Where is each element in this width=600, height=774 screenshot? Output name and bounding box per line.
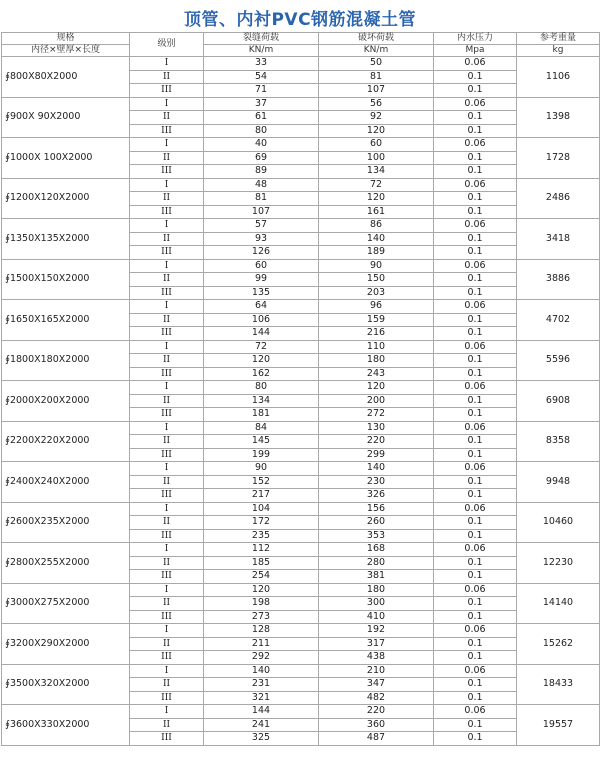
- header-spec: 规格: [2, 33, 130, 45]
- crack-load-cell: 145: [204, 435, 319, 449]
- break-load-cell: 300: [319, 597, 434, 611]
- level-cell: III: [130, 489, 204, 503]
- level-cell: III: [130, 124, 204, 138]
- break-load-cell: 210: [319, 664, 434, 678]
- crack-load-cell: 144: [204, 705, 319, 719]
- crack-load-cell: 69: [204, 151, 319, 165]
- table-row: [2, 300, 600, 314]
- break-load-cell: 280: [319, 556, 434, 570]
- spec-cell: ∮2800X255X2000: [2, 543, 130, 584]
- pressure-cell: 0.1: [434, 205, 517, 219]
- pressure-cell: 0.1: [434, 529, 517, 543]
- level-cell: II: [130, 151, 204, 165]
- break-load-cell: 192: [319, 624, 434, 638]
- crack-load-cell: 99: [204, 273, 319, 287]
- break-load-cell: 220: [319, 705, 434, 719]
- pressure-cell: 0.1: [434, 354, 517, 368]
- crack-load-cell: 135: [204, 286, 319, 300]
- pressure-cell: 0.1: [434, 84, 517, 98]
- break-load-cell: 86: [319, 219, 434, 233]
- weight-cell: 18433: [517, 664, 600, 705]
- pressure-cell: 0.1: [434, 111, 517, 125]
- table-row: [2, 664, 600, 678]
- crack-load-cell: 71: [204, 84, 319, 98]
- break-load-cell: 60: [319, 138, 434, 152]
- level-cell: I: [130, 138, 204, 152]
- page-title: 顶管、内衬PVC钢筋混凝土管: [183, 10, 417, 30]
- pressure-cell: 0.1: [434, 124, 517, 138]
- level-cell: II: [130, 556, 204, 570]
- pressure-cell: 0.06: [434, 219, 517, 233]
- level-cell: II: [130, 637, 204, 651]
- crack-load-cell: 72: [204, 340, 319, 354]
- weight-cell: 1728: [517, 138, 600, 179]
- level-cell: III: [130, 286, 204, 300]
- pressure-cell: 0.1: [434, 651, 517, 665]
- level-cell: III: [130, 732, 204, 746]
- crack-load-cell: 128: [204, 624, 319, 638]
- crack-load-cell: 185: [204, 556, 319, 570]
- level-cell: II: [130, 273, 204, 287]
- level-cell: III: [130, 84, 204, 98]
- break-load-cell: 200: [319, 394, 434, 408]
- pressure-cell: 0.1: [434, 718, 517, 732]
- break-load-cell: 140: [319, 462, 434, 476]
- break-load-cell: 81: [319, 70, 434, 84]
- weight-cell: 3418: [517, 219, 600, 260]
- weight-cell: 12230: [517, 543, 600, 584]
- pressure-cell: 0.1: [434, 516, 517, 530]
- break-load-cell: 410: [319, 610, 434, 624]
- break-load-cell: 360: [319, 718, 434, 732]
- break-load-cell: 230: [319, 475, 434, 489]
- pressure-cell: 0.1: [434, 70, 517, 84]
- pressure-cell: 0.1: [434, 232, 517, 246]
- break-load-cell: 72: [319, 178, 434, 192]
- pressure-cell: 0.1: [434, 151, 517, 165]
- level-cell: I: [130, 259, 204, 273]
- spec-cell: ∮2400X240X2000: [2, 462, 130, 503]
- pressure-cell: 0.1: [434, 732, 517, 746]
- weight-cell: 19557: [517, 705, 600, 746]
- header-level: 级别: [130, 33, 204, 57]
- header-ref-weight: 参考重量: [517, 33, 600, 45]
- pressure-cell: 0.1: [434, 408, 517, 422]
- break-load-cell: 203: [319, 286, 434, 300]
- weight-cell: 4702: [517, 300, 600, 341]
- pressure-cell: 0.06: [434, 705, 517, 719]
- pressure-cell: 0.06: [434, 421, 517, 435]
- pressure-cell: 0.1: [434, 691, 517, 705]
- spec-cell: ∮1000X 100X2000: [2, 138, 130, 179]
- table-row: [2, 97, 600, 111]
- level-cell: III: [130, 610, 204, 624]
- break-load-cell: 120: [319, 124, 434, 138]
- table-row: [2, 340, 600, 354]
- level-cell: I: [130, 421, 204, 435]
- table-row: [2, 57, 600, 71]
- break-load-cell: 50: [319, 57, 434, 71]
- break-load-cell: 159: [319, 313, 434, 327]
- crack-load-cell: 107: [204, 205, 319, 219]
- spec-cell: ∮2000X200X2000: [2, 381, 130, 422]
- weight-cell: 8358: [517, 421, 600, 462]
- crack-load-cell: 144: [204, 327, 319, 341]
- level-cell: III: [130, 367, 204, 381]
- level-cell: I: [130, 340, 204, 354]
- header-pressure-unit: Mpa: [434, 45, 517, 57]
- spec-cell: ∮2600X235X2000: [2, 502, 130, 543]
- header-weight-unit: kg: [517, 45, 600, 57]
- spec-cell: ∮1800X180X2000: [2, 340, 130, 381]
- pressure-cell: 0.1: [434, 489, 517, 503]
- crack-load-cell: 61: [204, 111, 319, 125]
- weight-cell: 14140: [517, 583, 600, 624]
- break-load-cell: 216: [319, 327, 434, 341]
- level-cell: II: [130, 394, 204, 408]
- crack-load-cell: 241: [204, 718, 319, 732]
- level-cell: I: [130, 624, 204, 638]
- crack-load-cell: 325: [204, 732, 319, 746]
- crack-load-cell: 60: [204, 259, 319, 273]
- level-cell: II: [130, 435, 204, 449]
- header-crack-load: 裂缝荷载: [204, 33, 319, 45]
- level-cell: I: [130, 381, 204, 395]
- level-cell: I: [130, 57, 204, 71]
- break-load-cell: 156: [319, 502, 434, 516]
- header-spec-sub: 内径×壁厚×长度: [2, 45, 130, 57]
- level-cell: III: [130, 570, 204, 584]
- spec-cell: ∮900X 90X2000: [2, 97, 130, 138]
- pressure-cell: 0.1: [434, 192, 517, 206]
- crack-load-cell: 81: [204, 192, 319, 206]
- level-cell: III: [130, 246, 204, 260]
- crack-load-cell: 198: [204, 597, 319, 611]
- crack-load-cell: 273: [204, 610, 319, 624]
- break-load-cell: 120: [319, 381, 434, 395]
- crack-load-cell: 54: [204, 70, 319, 84]
- break-load-cell: 110: [319, 340, 434, 354]
- pressure-cell: 0.06: [434, 502, 517, 516]
- crack-load-cell: 33: [204, 57, 319, 71]
- pressure-cell: 0.06: [434, 462, 517, 476]
- crack-load-cell: 254: [204, 570, 319, 584]
- crack-load-cell: 172: [204, 516, 319, 530]
- table-row: [2, 705, 600, 719]
- level-cell: I: [130, 502, 204, 516]
- header-break-unit: KN/m: [319, 45, 434, 57]
- header-water-pressure: 内水压力: [434, 33, 517, 45]
- table-row: [2, 543, 600, 557]
- spec-cell: ∮3200X290X2000: [2, 624, 130, 665]
- pressure-cell: 0.06: [434, 624, 517, 638]
- pressure-cell: 0.1: [434, 286, 517, 300]
- level-cell: I: [130, 543, 204, 557]
- break-load-cell: 180: [319, 354, 434, 368]
- break-load-cell: 134: [319, 165, 434, 179]
- level-cell: III: [130, 448, 204, 462]
- break-load-cell: 180: [319, 583, 434, 597]
- level-cell: II: [130, 232, 204, 246]
- break-load-cell: 150: [319, 273, 434, 287]
- weight-cell: 3886: [517, 259, 600, 300]
- table-row: [2, 259, 600, 273]
- level-cell: I: [130, 664, 204, 678]
- crack-load-cell: 211: [204, 637, 319, 651]
- break-load-cell: 317: [319, 637, 434, 651]
- level-cell: II: [130, 70, 204, 84]
- pressure-cell: 0.1: [434, 394, 517, 408]
- table-row: [2, 138, 600, 152]
- level-cell: II: [130, 516, 204, 530]
- level-cell: III: [130, 529, 204, 543]
- level-cell: III: [130, 408, 204, 422]
- crack-load-cell: 57: [204, 219, 319, 233]
- crack-load-cell: 134: [204, 394, 319, 408]
- level-cell: II: [130, 678, 204, 692]
- crack-load-cell: 235: [204, 529, 319, 543]
- header-crack-unit: KN/m: [204, 45, 319, 57]
- crack-load-cell: 84: [204, 421, 319, 435]
- pressure-cell: 0.06: [434, 57, 517, 71]
- table-row: [2, 421, 600, 435]
- level-cell: III: [130, 327, 204, 341]
- crack-load-cell: 120: [204, 583, 319, 597]
- break-load-cell: 260: [319, 516, 434, 530]
- crack-load-cell: 199: [204, 448, 319, 462]
- pressure-cell: 0.1: [434, 610, 517, 624]
- table-row: [2, 381, 600, 395]
- spec-cell: ∮1650X165X2000: [2, 300, 130, 341]
- crack-load-cell: 152: [204, 475, 319, 489]
- level-cell: I: [130, 97, 204, 111]
- pressure-cell: 0.1: [434, 475, 517, 489]
- table-row: [2, 502, 600, 516]
- crack-load-cell: 104: [204, 502, 319, 516]
- pressure-cell: 0.06: [434, 340, 517, 354]
- weight-cell: 2486: [517, 178, 600, 219]
- pressure-cell: 0.1: [434, 313, 517, 327]
- level-cell: III: [130, 691, 204, 705]
- break-load-cell: 272: [319, 408, 434, 422]
- pressure-cell: 0.1: [434, 367, 517, 381]
- pressure-cell: 0.06: [434, 259, 517, 273]
- spec-cell: ∮2200X220X2000: [2, 421, 130, 462]
- weight-cell: 9948: [517, 462, 600, 503]
- break-load-cell: 107: [319, 84, 434, 98]
- pressure-cell: 0.06: [434, 381, 517, 395]
- spec-cell: ∮1200X120X2000: [2, 178, 130, 219]
- pressure-cell: 0.1: [434, 556, 517, 570]
- level-cell: II: [130, 313, 204, 327]
- pressure-cell: 0.1: [434, 435, 517, 449]
- break-load-cell: 90: [319, 259, 434, 273]
- pressure-cell: 0.1: [434, 246, 517, 260]
- pressure-cell: 0.1: [434, 637, 517, 651]
- break-load-cell: 482: [319, 691, 434, 705]
- pressure-cell: 0.1: [434, 678, 517, 692]
- spec-cell: ∮3500X320X2000: [2, 664, 130, 705]
- spec-cell: ∮1500X150X2000: [2, 259, 130, 300]
- crack-load-cell: 231: [204, 678, 319, 692]
- level-cell: II: [130, 111, 204, 125]
- break-load-cell: 381: [319, 570, 434, 584]
- level-cell: II: [130, 475, 204, 489]
- crack-load-cell: 181: [204, 408, 319, 422]
- level-cell: III: [130, 651, 204, 665]
- break-load-cell: 438: [319, 651, 434, 665]
- pressure-cell: 0.1: [434, 570, 517, 584]
- crack-load-cell: 37: [204, 97, 319, 111]
- level-cell: I: [130, 178, 204, 192]
- table-row: [2, 583, 600, 597]
- level-cell: II: [130, 354, 204, 368]
- pipe-spec-table: [1, 32, 600, 746]
- break-load-cell: 299: [319, 448, 434, 462]
- weight-cell: 1398: [517, 97, 600, 138]
- weight-cell: 6908: [517, 381, 600, 422]
- crack-load-cell: 321: [204, 691, 319, 705]
- crack-load-cell: 140: [204, 664, 319, 678]
- crack-load-cell: 40: [204, 138, 319, 152]
- crack-load-cell: 80: [204, 124, 319, 138]
- break-load-cell: 140: [319, 232, 434, 246]
- table-row: [2, 178, 600, 192]
- break-load-cell: 96: [319, 300, 434, 314]
- pressure-cell: 0.1: [434, 165, 517, 179]
- pressure-cell: 0.06: [434, 543, 517, 557]
- weight-cell: 15262: [517, 624, 600, 665]
- spec-cell: ∮3600X330X2000: [2, 705, 130, 746]
- break-load-cell: 220: [319, 435, 434, 449]
- table-row: [2, 624, 600, 638]
- pressure-cell: 0.06: [434, 97, 517, 111]
- break-load-cell: 130: [319, 421, 434, 435]
- crack-load-cell: 217: [204, 489, 319, 503]
- spec-cell: ∮800X80X2000: [2, 57, 130, 98]
- break-load-cell: 92: [319, 111, 434, 125]
- level-cell: I: [130, 300, 204, 314]
- pressure-cell: 0.06: [434, 300, 517, 314]
- crack-load-cell: 292: [204, 651, 319, 665]
- crack-load-cell: 112: [204, 543, 319, 557]
- break-load-cell: 353: [319, 529, 434, 543]
- crack-load-cell: 89: [204, 165, 319, 179]
- pressure-cell: 0.06: [434, 583, 517, 597]
- level-cell: II: [130, 192, 204, 206]
- break-load-cell: 347: [319, 678, 434, 692]
- crack-load-cell: 90: [204, 462, 319, 476]
- pressure-cell: 0.1: [434, 597, 517, 611]
- crack-load-cell: 80: [204, 381, 319, 395]
- header-break-load: 破坏荷载: [319, 33, 434, 45]
- spec-cell: ∮3000X275X2000: [2, 583, 130, 624]
- level-cell: I: [130, 219, 204, 233]
- weight-cell: 5596: [517, 340, 600, 381]
- crack-load-cell: 162: [204, 367, 319, 381]
- spec-cell: ∮1350X135X2000: [2, 219, 130, 260]
- crack-load-cell: 93: [204, 232, 319, 246]
- level-cell: II: [130, 718, 204, 732]
- break-load-cell: 56: [319, 97, 434, 111]
- level-cell: III: [130, 165, 204, 179]
- crack-load-cell: 48: [204, 178, 319, 192]
- pressure-cell: 0.06: [434, 138, 517, 152]
- break-load-cell: 189: [319, 246, 434, 260]
- crack-load-cell: 120: [204, 354, 319, 368]
- crack-load-cell: 126: [204, 246, 319, 260]
- break-load-cell: 100: [319, 151, 434, 165]
- crack-load-cell: 106: [204, 313, 319, 327]
- crack-load-cell: 64: [204, 300, 319, 314]
- table-header: [2, 33, 600, 57]
- pressure-cell: 0.1: [434, 448, 517, 462]
- weight-cell: 1106: [517, 57, 600, 98]
- pressure-cell: 0.1: [434, 327, 517, 341]
- break-load-cell: 326: [319, 489, 434, 503]
- break-load-cell: 161: [319, 205, 434, 219]
- level-cell: II: [130, 597, 204, 611]
- break-load-cell: 243: [319, 367, 434, 381]
- weight-cell: 10460: [517, 502, 600, 543]
- break-load-cell: 168: [319, 543, 434, 557]
- pressure-cell: 0.1: [434, 273, 517, 287]
- break-load-cell: 487: [319, 732, 434, 746]
- table-row: [2, 462, 600, 476]
- table-body: [2, 57, 600, 746]
- level-cell: I: [130, 462, 204, 476]
- level-cell: III: [130, 205, 204, 219]
- table-row: [2, 219, 600, 233]
- pressure-cell: 0.06: [434, 664, 517, 678]
- break-load-cell: 120: [319, 192, 434, 206]
- level-cell: I: [130, 583, 204, 597]
- pressure-cell: 0.06: [434, 178, 517, 192]
- level-cell: I: [130, 705, 204, 719]
